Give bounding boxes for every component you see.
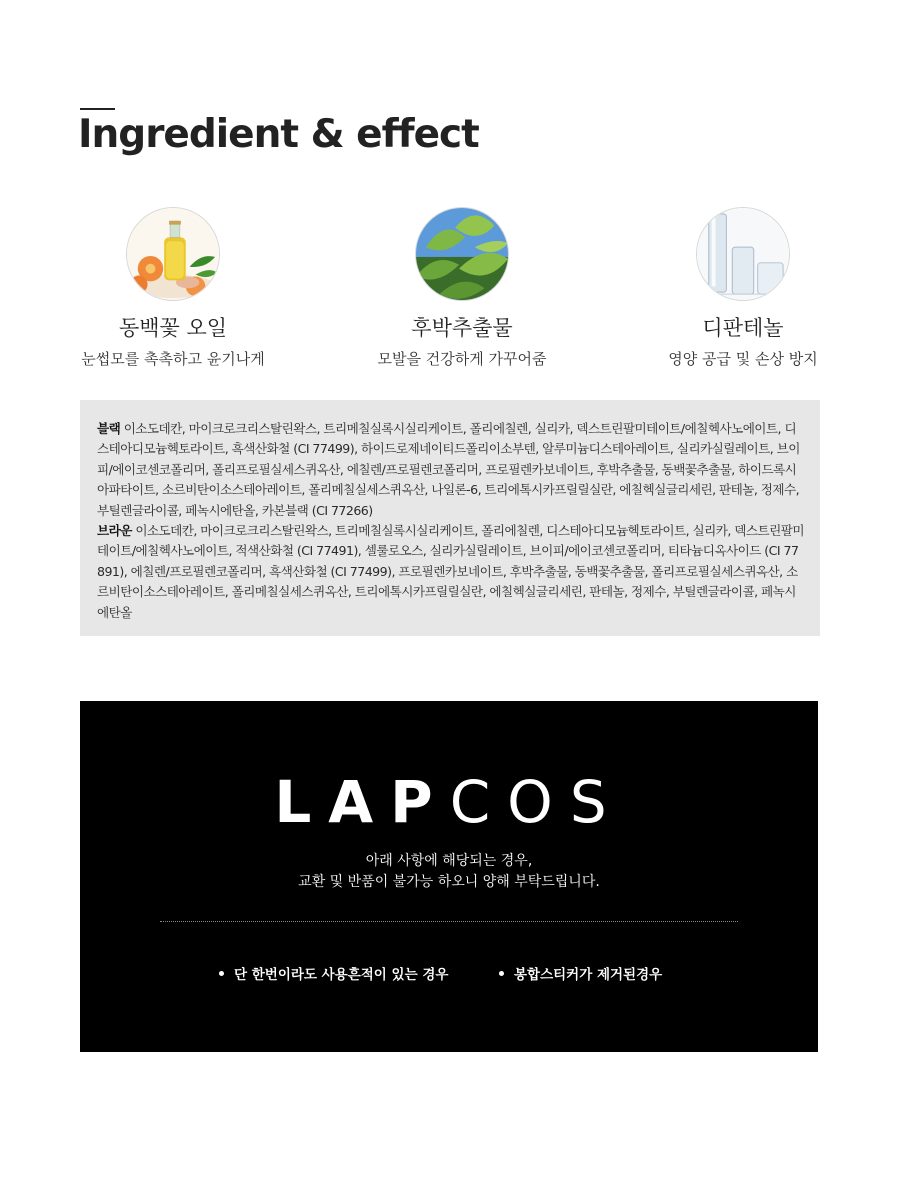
bullet-text: 단 한번이라도 사용흔적이 있는 경우	[234, 967, 449, 983]
black-ingredients: 이소도데칸, 마이크로크리스탈린왁스, 트리메칠실록시실리케이트, 폴리에칠렌, 실리카, 덱스트린팔미테이트/에칠헥사노에이트, 디스테아디모늄헥토라이트, 흑색산화철 (CI 77499), 하이드로제네이티드폴리이소부텐, 알루미늄디스테아레이트, 실리카실릴레이트, 브이피/에이코센코폴리머, 폴리프로필실세스퀴옥산, 에칠렌/프로필렌코폴리머, 프로필렌카보네이트, 후박추출물, 동백꽃추출물, 하이드록시아파타이트, 소르비탄이소스테아레이트, 폴리메칠실세스퀴옥산, 나일론-6, 트리에톡시카프릴릴실란, 에칠헥실글리세린, 판테놀, 정제수, 부틸렌글라이콜, 페녹시에탄올, 카본블랙 (CI 77266)	[97, 421, 800, 518]
glass-vials-photo	[696, 207, 790, 301]
brown-ingredients: 이소도데칸, 마이크로크리스탈린왁스, 트리메칠실록시실리케이트, 폴리에칠렌, 디스테아디모늄헥토라이트, 실리카, 덱스트린팔미테이트/에칠헥사노에이트, 적색산화철 (CI 77491), 셀룰로오스, 실리카실릴레이트, 브이피/에이코센코폴리머, 티타늄디옥사이드 (CI 77891), 에칠렌/프로필렌코폴리머, 흑색산화철 (CI 77499), 프로필렌카보네이트, 후박추출물, 동백꽃추출물, 폴리프로필실세스퀴옥산, 소르비탄이소스테아레이트, 폴리메칠실세스퀴옥산, 트리에톡시카프릴릴실란, 에칠헥실글리세린, 판테놀, 정제수, 부틸렌글라이콜, 페녹시에탄올	[97, 523, 804, 620]
ingredient-camellia	[43, 207, 303, 370]
bullet-item	[219, 963, 448, 983]
ingredient-magnolia	[332, 207, 592, 370]
brown-label: 브라운	[97, 523, 132, 539]
bullet-dot-icon	[219, 971, 224, 976]
notice-banner	[80, 701, 818, 1052]
return-notice	[80, 851, 818, 893]
ingredient-name: 디판테놀	[702, 316, 784, 340]
bullet-item	[499, 963, 662, 983]
full-ingredients-box	[80, 400, 820, 636]
camellia-oil-photo	[126, 207, 220, 301]
ingredient-desc: 영양 공급 및 손상 방지	[668, 350, 818, 369]
magnolia-leaves-photo	[415, 207, 509, 301]
brand-logo	[80, 768, 818, 836]
notice-line-1: 아래 사항에 해당되는 경우,	[365, 853, 533, 869]
notice-line-2: 교환 및 반품이 불가능 하오니 양해 부탁드립니다.	[298, 874, 600, 890]
ingredient-dexpanthenol	[613, 207, 873, 370]
ingredient-name: 후박추출물	[411, 316, 513, 340]
full-ingredients-text	[97, 419, 804, 623]
section-title: Ingredient & effect	[78, 112, 479, 157]
title-rule	[80, 108, 115, 110]
ingredient-name: 동백꽃 오일	[118, 316, 228, 340]
bullet-dot-icon	[499, 971, 504, 976]
dotted-divider	[160, 921, 738, 922]
logo-lap: LAP	[274, 768, 450, 836]
ingredient-desc: 모발을 건강하게 가꾸어줌	[377, 350, 547, 369]
black-label: 블랙	[97, 421, 121, 436]
logo-cos: COS	[449, 768, 624, 836]
ingredient-desc: 눈썹모를 촉촉하고 윤기나게	[81, 350, 265, 369]
bullet-text: 봉합스티커가 제거된경우	[514, 967, 663, 983]
